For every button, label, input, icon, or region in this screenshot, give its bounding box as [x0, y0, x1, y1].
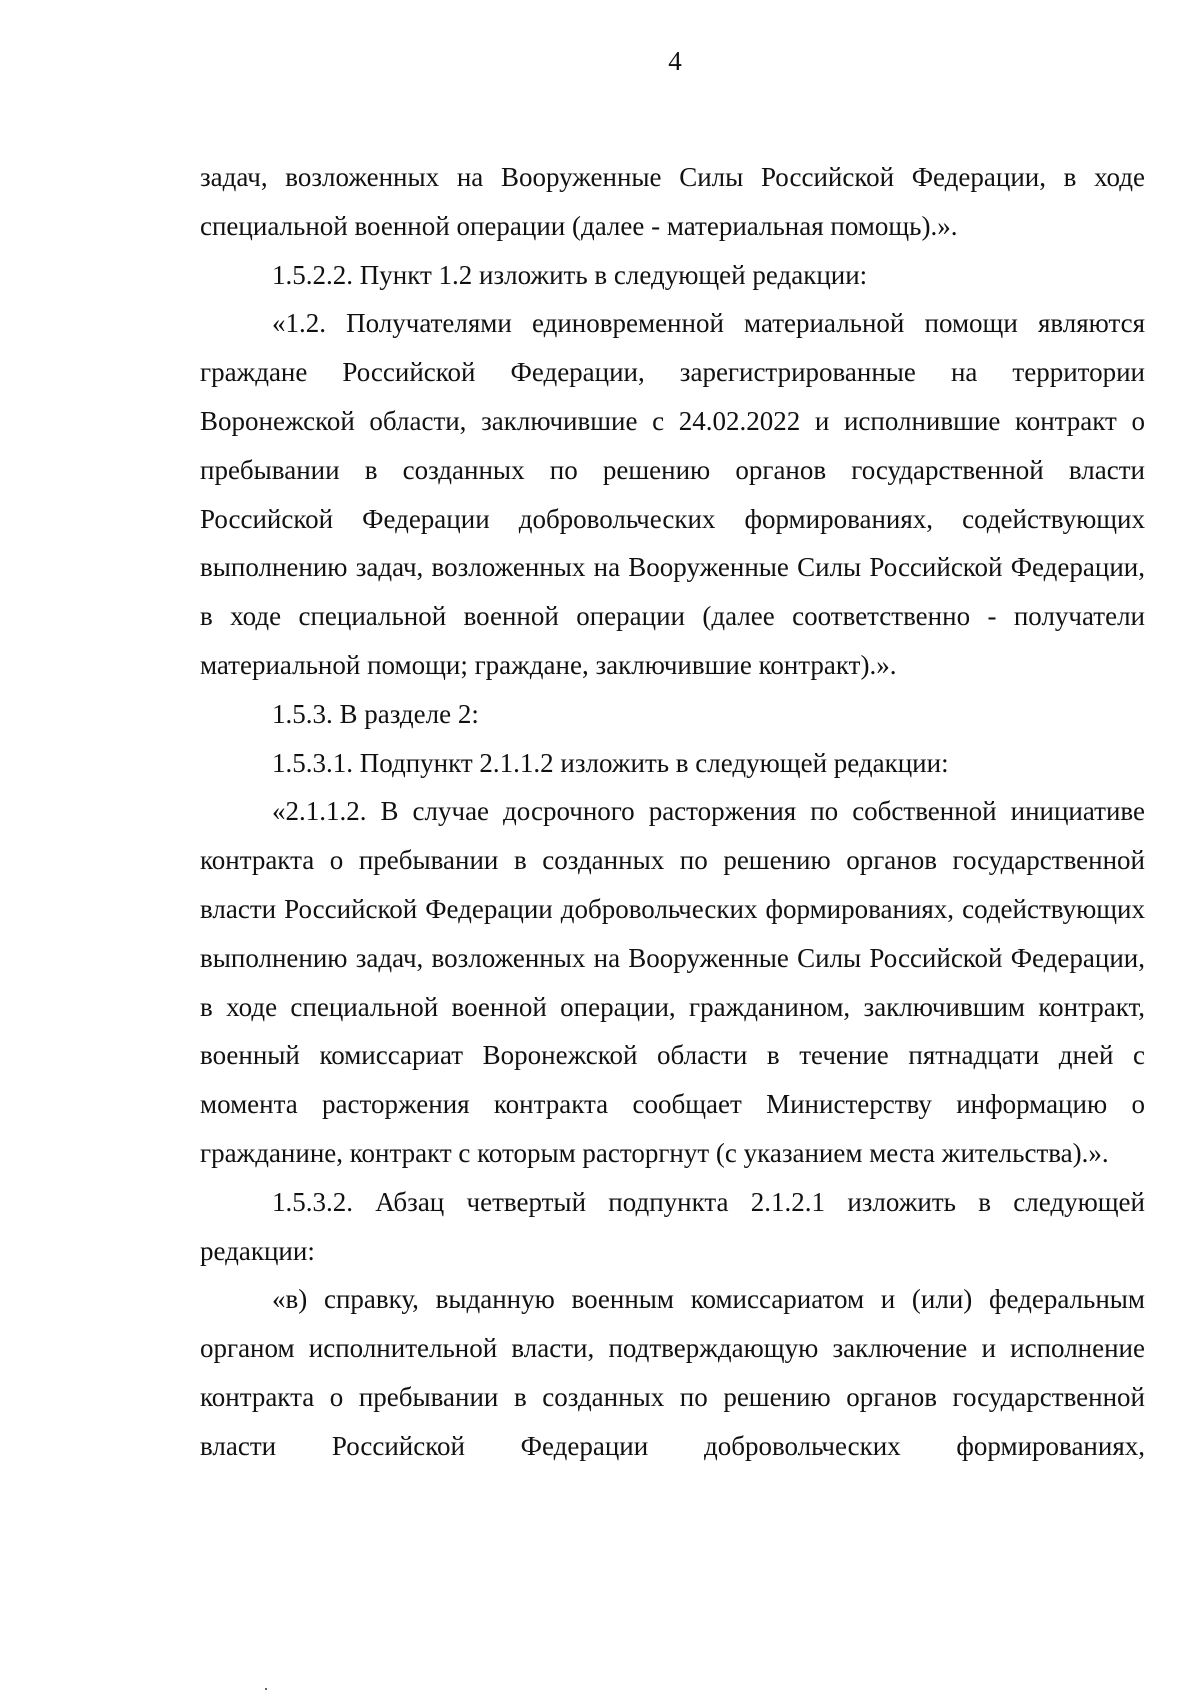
paragraph-item-1-5-3: 1.5.3. В разделе 2:	[272, 698, 479, 729]
paragraph-item-1-5-3-2: 1.5.3.2. Абзац четвертый подпункта 2.1.2.1 изложить в следующей редакции:	[200, 1186, 1145, 1266]
paragraph-item-1-5-2-2: 1.5.2.2. Пункт 1.2 изложить в следующей редакции:	[272, 259, 868, 290]
paragraph-continuation: задач, возложенных на Вооруженные Силы Российской Федерации, в ходе специальной военной операции (далее - материальная помощь).».	[200, 162, 1145, 241]
paragraph-item-1-5-3-1: 1.5.3.1. Подпункт 2.1.1.2 изложить в следующей редакции:	[272, 747, 949, 778]
paragraph-quote-1-2: «1.2. Получателями единовременной материальной помощи являются граждане Российской Федерации, зарегистрированные на территории Воронежской области, заключившие с 24.02.2022 и исполнившие контракт о пребывании в созданных по решению органов государственной власти Российской Федерации добровольческих формированиях, содействующих выполнению задач, возложенных на Вооруженные Силы Российской Федерации, в ходе специальной военной операции (далее соответственно - получатели материальной помощи; граждане, заключившие контракт).».	[200, 308, 1145, 680]
paragraph-quote-v: «в) справку, выданную военным комиссариатом и (или) федеральным органом исполнительной власти, подтверждающую заключение и исполнение контракта о пребывании в созданных по решению органов государственной власти Российской Федерации добровольческих формированиях,	[200, 1284, 1145, 1461]
paragraph-quote-2-1-1-2: «2.1.1.2. В случае досрочного расторжения по собственной инициативе контракта о пребывании в созданных по решению органов государственной власти Российской Федерации добровольческих формированиях, содействующих выполнению задач, возложенных на Вооруженные Силы Российской Федерации, в ходе специальной военной операции, гражданином, заключившим контракт, военный комиссариат Воронежской области в течение пятнадцати дней с момента расторжения контракта сообщает Министерству информацию о гражданине, контракт с которым расторгнут (с указанием места жительства).».	[200, 796, 1145, 1168]
scan-speck	[265, 1688, 267, 1690]
page-number: 4	[668, 46, 682, 76]
document-body	[200, 153, 1145, 1471]
